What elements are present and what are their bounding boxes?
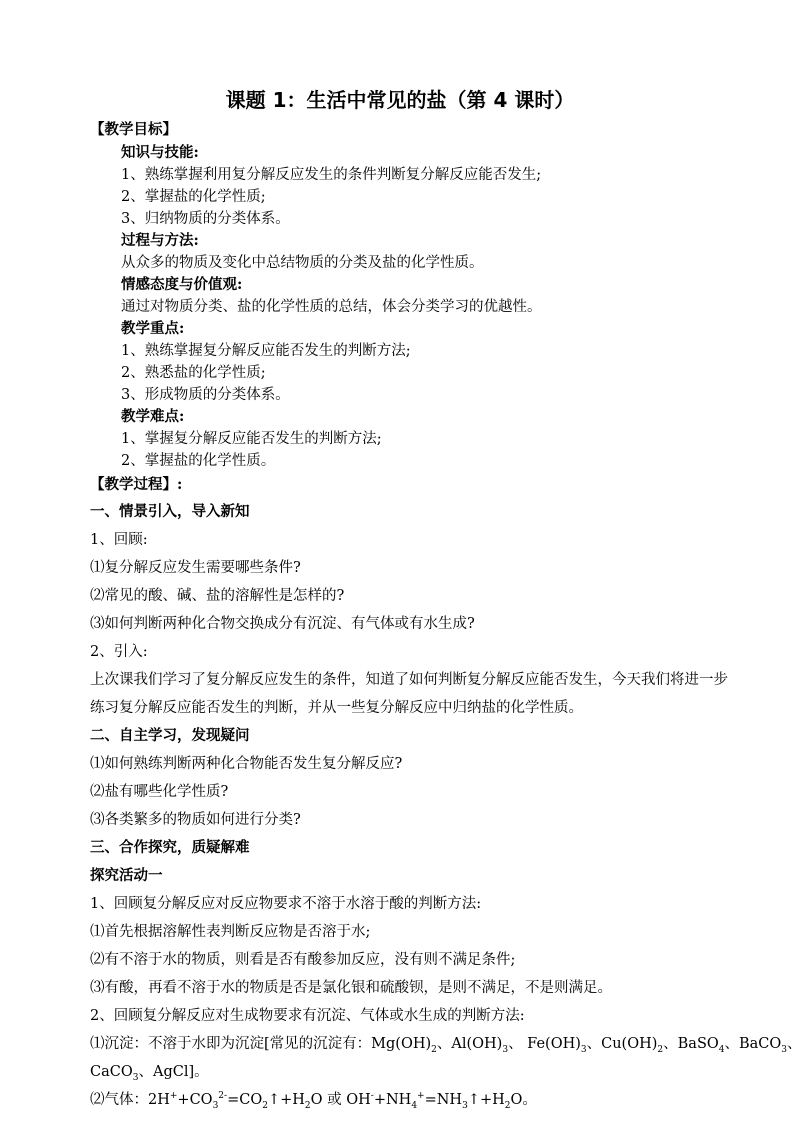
difficult-point-item: 1、掌握复分解反应能否发生的判断方法; bbox=[121, 431, 382, 447]
reactant-rule-item: ⑶有酸，再看不溶于水的物质是否是氯化银和硫酸钡，是则不满足，不是则满足。 bbox=[90, 980, 612, 996]
activity-heading: 探究活动一 bbox=[90, 867, 163, 884]
key-point-item: 3、形成物质的分类体系。 bbox=[121, 387, 290, 403]
reactant-rule-item: ⑵有不溶于水的物质，则看是否有酸参加反应，没有则不满足条件; bbox=[90, 952, 516, 968]
review-item: ⑴复分解反应发生需要哪些条件? bbox=[90, 560, 301, 576]
process-method-text: 从众多的物质及变化中总结物质的分类及盐的化学性质。 bbox=[121, 255, 484, 271]
attitude-heading: 情感态度与价值观: bbox=[121, 276, 243, 293]
review-label: 1、回顾: bbox=[90, 532, 148, 548]
question-item: ⑶各类繁多的物质如何进行分类? bbox=[90, 812, 301, 828]
section-3-heading: 三、合作探究，质疑解难 bbox=[90, 839, 250, 856]
review-item: ⑵常见的酸、碱、盐的溶解性是怎样的? bbox=[90, 588, 345, 604]
section-2-heading: 二、自主学习，发现疑问 bbox=[90, 727, 250, 744]
gas-line bbox=[90, 1090, 537, 1110]
precipitate-prefix: ⑴沉淀：不溶于水即为沉淀[常见的沉淀有： bbox=[90, 1036, 372, 1052]
difficult-point-item: 2、掌握盐的化学性质。 bbox=[121, 453, 276, 469]
intro-text-line: 练习复分解反应能否发生的判断，并从一些复分解反应中归纳盐的化学性质。 bbox=[90, 700, 583, 716]
intro-text-line: 上次课我们学习了复分解反应发生的条件，知道了如何判断复分解反应能否发生，今天我们将进一步 bbox=[90, 672, 728, 688]
question-item: ⑴如何熟练判断两种化合物能否发生复分解反应? bbox=[90, 756, 403, 772]
product-rule-label: 2、回顾复分解反应对生成物要求有沉淀、气体或水生成的判断方法: bbox=[90, 1008, 525, 1024]
knowledge-item: 2、掌握盐的化学性质; bbox=[121, 189, 266, 205]
knowledge-item: 3、归纳物质的分类体系。 bbox=[121, 211, 290, 227]
knowledge-heading: 知识与技能: bbox=[121, 144, 199, 161]
precipitate-line-2: CaCO$_3$、AgCl]。 bbox=[90, 1064, 209, 1083]
objectives-heading: 【教学目标】 bbox=[90, 121, 177, 138]
section-1-heading: 一、情景引入，导入新知 bbox=[90, 503, 250, 520]
page-title: 课题 1：生活中常见的盐（第 4 课时） bbox=[225, 88, 575, 112]
key-point-item: 1、熟练掌握复分解反应能否发生的判断方法; bbox=[121, 343, 411, 359]
knowledge-item: 1、熟练掌握利用复分解反应发生的条件判断复分解反应能否发生; bbox=[121, 167, 542, 183]
reactant-rule-item: ⑴首先根据溶解性表判断反应物是否溶于水; bbox=[90, 924, 371, 940]
teaching-process-heading: 【教学过程】: bbox=[90, 476, 183, 493]
intro-label: 2、引入: bbox=[90, 644, 148, 660]
precipitate-line bbox=[90, 1034, 802, 1054]
difficult-points-heading: 教学难点: bbox=[121, 408, 185, 425]
reactant-rule-label: 1、回顾复分解反应对反应物要求不溶于水溶于酸的判断方法: bbox=[90, 896, 482, 912]
precipitate-list: $Mg(OH)_2$、$Al(OH)_3$、 $Fe(OH)_3$、$Cu(OH)_2$、BaSO$_4$、BaCO$_3$、 bbox=[371, 1036, 802, 1055]
question-item: ⑵盐有哪些化学性质? bbox=[90, 784, 229, 800]
review-item: ⑶如何判断两种化合物交换成分有沉淀、有气体或有水生成? bbox=[90, 616, 475, 632]
process-method-heading: 过程与方法: bbox=[121, 232, 199, 249]
gas-formula: $2H^++CO_3^{2-}=CO_2↑+H_2O$ 或 $OH^-+NH_4^+=NH_3↑+H_2O$。 bbox=[148, 1091, 537, 1111]
key-point-item: 2、熟悉盐的化学性质; bbox=[121, 365, 266, 381]
key-points-heading: 教学重点: bbox=[121, 320, 185, 337]
gas-prefix: ⑵气体： bbox=[90, 1092, 148, 1108]
attitude-text: 通过对物质分类、盐的化学性质的总结，体会分类学习的优越性。 bbox=[121, 299, 542, 315]
